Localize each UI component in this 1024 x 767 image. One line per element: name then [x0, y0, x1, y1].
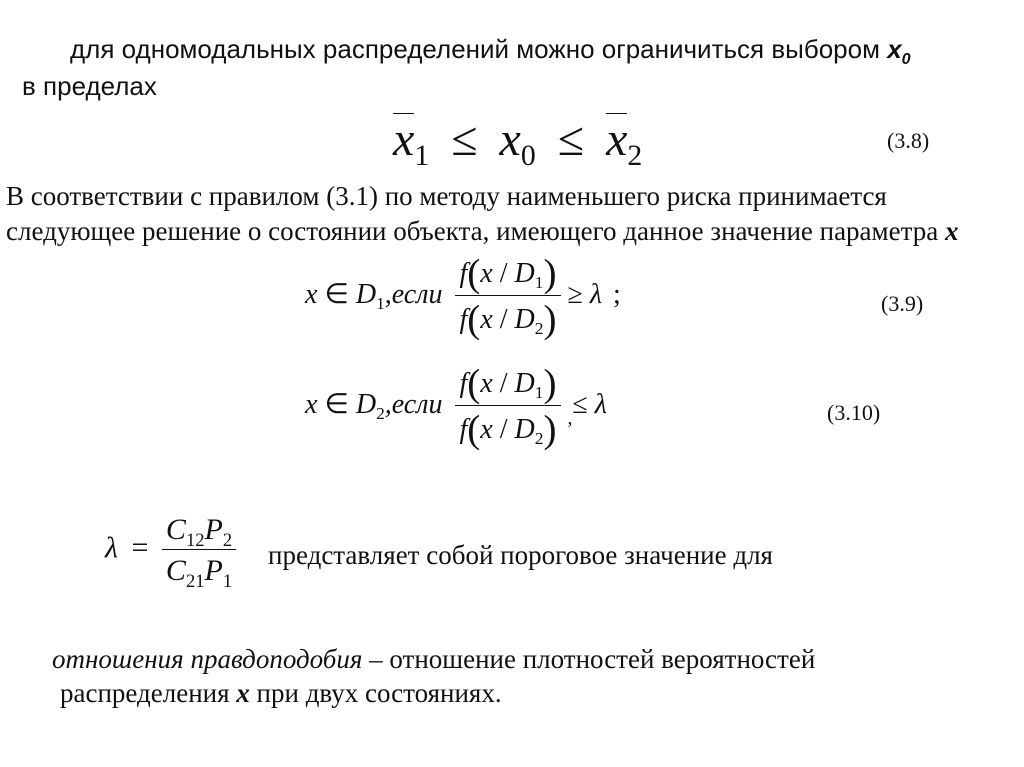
paragraph-line-2: следующее решение о состоянии объекта, имеющего данное значение параметра x [6, 216, 959, 246]
paragraph-line-1: В соответствии с правилом (3.1) по методу наименьшего риска принимается [6, 181, 887, 211]
likelihood-ratio-fraction: $\frac{f(x / D_1)}{f(x / D_2)}$ [455, 254, 560, 339]
lambda-description: представляет собой пороговое значение для [268, 540, 773, 570]
intro-variable-sub: 0 [901, 49, 911, 68]
equation-number-3-9: (3.9) [881, 291, 924, 316]
closing-line-2: распределения x при двух состояниях. [60, 678, 502, 708]
equation-3-9: x ∈ $D_1,если$ $\frac{f(x / D_1)}{f(x / D_2)}$ ≥ λ ; [305, 252, 621, 342]
equation-number-3-10: (3.10) [827, 400, 881, 425]
paragraph-variable-x: x [944, 216, 959, 246]
intro-line-1-text: для одномодальных распределений можно ограничиться выбором [70, 34, 888, 64]
lambda-definition: λ = $\frac{C_{12}P_2}{C_{21}P_1}$ [105, 513, 236, 588]
likelihood-ratio-term: отношения правдоподобия [52, 644, 363, 674]
closing-variable-x: x [236, 678, 250, 708]
intro-variable-x: x [887, 34, 902, 64]
equation-number-3-8: (3.8) [887, 128, 930, 153]
intro-line-1 [70, 34, 911, 68]
mean-x2: x [606, 113, 628, 166]
likelihood-ratio-fraction: $\frac{f(x / D_1)}{f(x / D_2)}$ [455, 364, 560, 449]
equation-3-10: x ∈ $D_2,если$ $\frac{f(x / D_1)}{f(x / D_2)}$ $_,$≤ λ [305, 362, 607, 452]
mean-x1: x [393, 113, 415, 166]
intro-line-2: в пределах [22, 71, 157, 101]
closing-line-1: отношения правдоподобия – отношение плотностей вероятностей [52, 644, 816, 674]
threshold-fraction: $\frac{C_{12}P_2}{C_{21}P_1}$ [162, 513, 236, 588]
equation-3-8: $x_1 \le x_0 \le x_2$ [393, 113, 643, 173]
